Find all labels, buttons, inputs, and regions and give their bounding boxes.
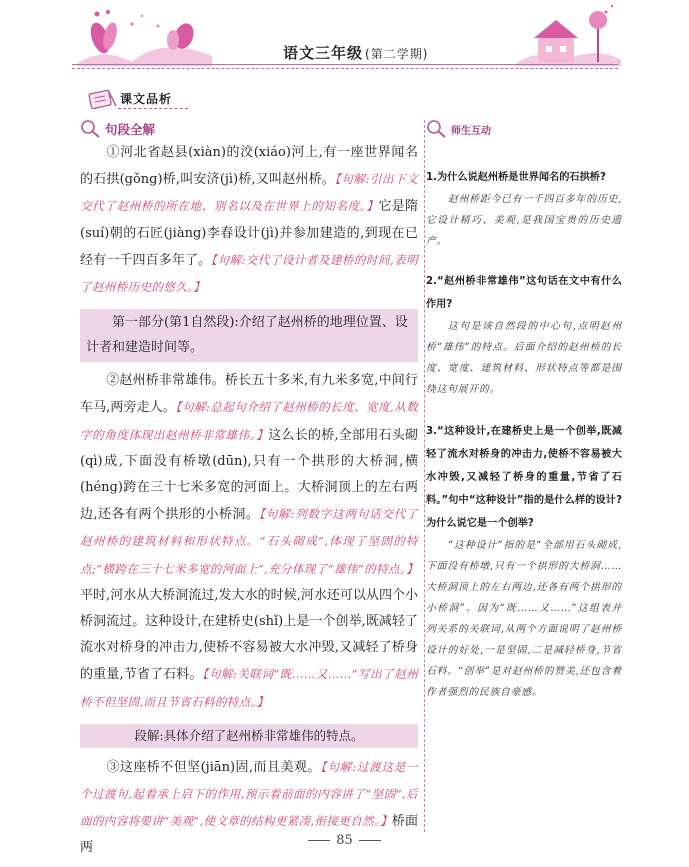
header-decoration-left [72, 6, 222, 72]
paragraph-2 [80, 368, 418, 716]
paragraph-1b-text: 它是隋(suí)朝的石匠(jiàng)李春设计(jì)并参加建造的,到现在已经有一千四百多年了。 [80, 199, 418, 268]
answer-2: 这句是该自然段的中心句,点明赵州桥“雄伟”的特点。后面介绍的赵州桥的长度、宽度、建筑材料、形状特点等都是围绕这句展开的。 [426, 321, 622, 395]
paragraph-2b-text: 这么长的桥,全部用石头砌(qì)成,下面没有桥墩(dūn),只有一个拱形的大桥洞,横(héng)跨在三十七米多宽的河面上。大桥洞顶上的左右两边,还各有两个拱形的小桥洞。 [80, 427, 418, 523]
paragraph-2c-text: 平时,河水从大桥洞流过,发大水的时候,河水还可以从四个小桥洞流过。这种设计,在建桥史(shǐ)上是一个创举,既减轻了流水对桥身的冲击力,使桥不容易被大水冲毁,又减轻了桥身的重量,节省了石料。 [80, 587, 418, 683]
question-1: 1.为什么说赵州桥是世界闻名的石拱桥? [426, 172, 606, 183]
magnifier-icon [426, 119, 448, 139]
paragraph-2-text: ②赵州桥非常雄伟。桥长五十多米,有九米多宽,中间行车马,两旁走人。 [80, 373, 418, 416]
part-summary-text: 第一部分(第1自然段):介绍了赵州桥的地理位置、设计者和建造时间等。 [86, 315, 408, 356]
page-number: 85 [336, 833, 353, 848]
paragraph-2c-note: 【句解:关联词“既……又……”写出了赵州桥不但坚固,而且节省石料的特点。】 [80, 667, 418, 709]
column-divider [424, 120, 425, 832]
section-label-text: 课文品析 [120, 92, 173, 106]
paragraph-1-note: 【句解:引出下文交代了赵州桥的所在地、别名以及在世界上的知名度。】 [80, 172, 418, 214]
page-footer [0, 833, 689, 848]
magnifier-icon [80, 119, 102, 139]
question-2: 2.“赵州桥非常雄伟”这句话在文中有什么作用? [426, 276, 622, 310]
header-decoration-right [516, 2, 626, 68]
part-summary-box [80, 309, 418, 362]
note-icon [86, 86, 118, 112]
question-3: 3.“这种设计,在建桥史上是一个创举,既减轻了流水对桥身的冲击力,使桥不容易被大水冲毁,又减轻了桥身的重量,节省了石料。”句中“这种设计”指的是什么样的设计?为什么说它是一个创举? [426, 426, 622, 529]
page-header [0, 0, 689, 70]
paragraph-3-text: ③这座桥不但坚(jiān)固,而且美观。 [106, 759, 321, 775]
answer-3: “这种设计”指的是“全部用石头砌成,下面没有桥墩,只有一个拱形的大桥洞……大桥洞顶上的左右两边,还各有两个拱形的小桥洞”。因为“既……又……”这组表并列关系的关联词,从两个方面说明了赵州桥设计的好处,一是坚固,二是减轻桥身,节省石料。“创举”是对赵州桥的赞美,还包含着作者强烈的民族自豪感。 [426, 540, 622, 698]
header-rule [72, 64, 618, 65]
paragraph-1b-note: 【句解:交代了设计者及建桥的时间,表明了赵州桥历史的悠久。】 [80, 252, 418, 295]
paragraph-1-text: ①河北省赵县(xiàn)的洨(xiáo)河上,有一座世界闻名的石拱(gǒng)桥,叫安济(jì)桥,又叫赵州桥。 [80, 145, 418, 188]
paragraph-2-note: 【句解:总起句介绍了赵州桥的长度、宽度,从数字的角度体现出赵州桥非常雄伟。】 [80, 400, 418, 442]
main-subhead-text: 句段全解 [105, 122, 156, 137]
side-subhead-text: 师生互动 [451, 125, 491, 137]
side-column [426, 118, 622, 713]
book-subtitle: (第二学期) [365, 47, 429, 61]
header-rule-dashed [72, 68, 618, 69]
paragraph-3b-text: 桥面两 [80, 814, 418, 856]
section-label [86, 86, 196, 112]
paragraph-1 [80, 140, 418, 301]
paragraph-summary-text: 段解:具体介绍了赵州桥非常雄伟的特点。 [134, 727, 364, 743]
answer-1: 赵州桥距今已有一千四百多年的历史,它设计精巧、美观,是我国宝贵的历史遗产。 [426, 194, 622, 247]
side-subhead [426, 118, 622, 140]
paragraph-3-note: 【句解:过渡这是一个过渡句,起着承上启下的作用,预示着前面的内容讲了“坚固”,后面的内容将要讲“美观”,使文章的结构更紧凑,衔接更自然。】 [80, 759, 418, 829]
main-subhead [80, 118, 418, 140]
book-title: 语文三年级 [283, 44, 364, 62]
paragraph-summary-box [80, 724, 418, 748]
page-header-title [283, 42, 428, 63]
paragraph-2b-note: 【句解:列数字这两句话交代了赵州桥的建筑材料和形状特点。“石头砌成”,体现了坚固的特点;“横跨在三十七米多宽的河面上”,充分体现了“雄伟”的特点。】 [80, 507, 418, 576]
main-column [80, 118, 418, 862]
section-label-underline [118, 108, 188, 109]
